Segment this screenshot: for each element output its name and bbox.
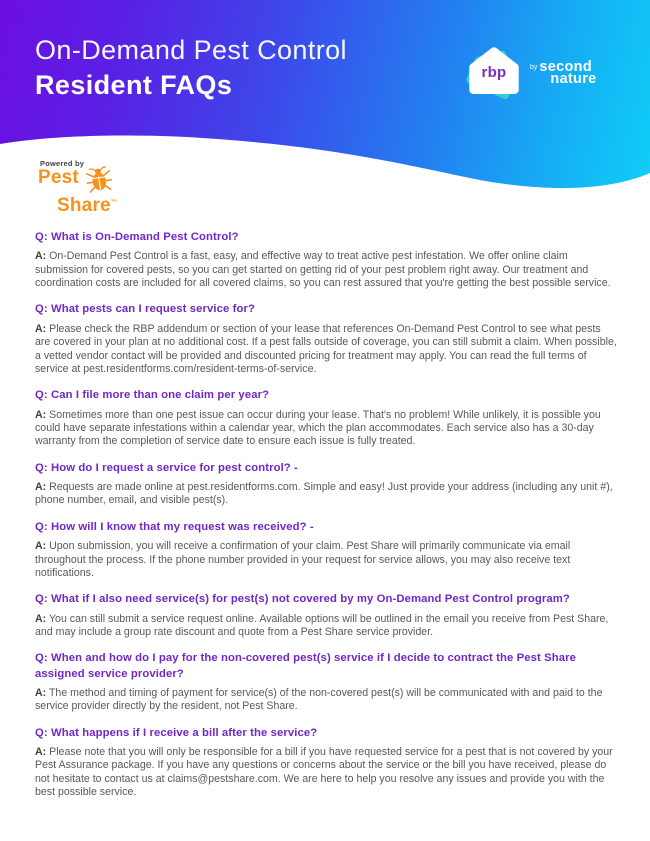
faq-answer bbox=[35, 687, 617, 714]
faq-item bbox=[35, 520, 617, 580]
page-title: On-Demand Pest Control bbox=[35, 35, 347, 65]
rbp-logo-text: rbp bbox=[481, 64, 507, 81]
faq-question bbox=[35, 520, 617, 535]
beetle-icon bbox=[84, 163, 114, 195]
q-prefix: Q: bbox=[35, 461, 48, 474]
q-prefix: Q: bbox=[35, 726, 48, 739]
brand-word-second: second bbox=[539, 59, 592, 75]
answer-text: Please note that you will only be responsible for a bill if you have requested service for a pest that is not covered by your Pest Assurance package. If you have any questions or concerns about the service or the bill you have received, please do not hesitate to contact us at claims@pestshare.com. We are here to help you resolve any issues and provide you with the best possible service. bbox=[35, 745, 613, 799]
q-prefix: Q: bbox=[35, 389, 48, 402]
faq-answer bbox=[35, 323, 617, 377]
a-prefix: A: bbox=[35, 481, 47, 494]
question-text: How do I request a service for pest control? - bbox=[51, 461, 298, 474]
answer-text: The method and timing of payment for service(s) of the non-covered pest(s) will be communicated with and paid to the service provider directly by the resident, not Pest Share. bbox=[35, 686, 603, 713]
a-prefix: A: bbox=[35, 686, 47, 699]
share-wordmark: Share bbox=[57, 195, 111, 216]
faq-question bbox=[35, 388, 617, 403]
answer-text: Requests are made online at pest.residentforms.com. Simple and easy! Just provide your address (including any unit #), phone number, email, and visible pest(s). bbox=[35, 481, 613, 507]
trademark-symbol: ™ bbox=[110, 199, 118, 206]
faq-answer bbox=[35, 746, 617, 800]
q-prefix: Q: bbox=[35, 593, 48, 606]
pest-wordmark: Pest bbox=[38, 167, 79, 188]
page-subtitle: Resident FAQs bbox=[35, 70, 233, 101]
faq-item bbox=[35, 388, 617, 448]
faq-item bbox=[35, 461, 617, 508]
answer-text: Sometimes more than one pest issue can occur during your lease. That's no problem! While unlikely, it is possible you could have separate infestations within a calendar year, which the plan accommodates. Each service also has a 30-day warranty from the completion of service date to ensure each issue is fully treated. bbox=[35, 408, 601, 448]
second-nature-lines bbox=[539, 61, 596, 85]
faq-answer bbox=[35, 613, 617, 640]
answer-text: You can still submit a service request online. Available options will be outlined in the email you receive from Pest Share, and may include a group rate discount and quote from a Pest Share service provider. bbox=[35, 612, 609, 638]
answer-text: Upon submission, you will receive a confirmation of your claim. Pest Share will primarily communicate via email throughout the process. If the phone number provided in your request for service allows, you may also receive text notifications. bbox=[35, 540, 571, 579]
question-text: What pests can I request service for? bbox=[51, 303, 255, 316]
faq-question bbox=[35, 726, 617, 741]
question-text: What if I also need service(s) for pest(s) not covered by my On-Demand Pest Control program? bbox=[51, 593, 570, 606]
q-prefix: Q: bbox=[35, 231, 48, 243]
a-prefix: A: bbox=[35, 250, 47, 263]
answer-text: Please check the RBP addendum or section of your lease that references On-Demand Pest Control to see what pests are covered in your plan at no additional cost. If a pest falls outside of coverage, you can still submit a claim. When possible, a vetted vendor contact will be provided and discounted pricing for treatment may apply. You can read the full terms of service at pest.residentforms.com/resident-terms-of-service. bbox=[35, 322, 617, 375]
faq-question bbox=[35, 651, 617, 682]
a-prefix: A: bbox=[35, 540, 47, 553]
question-text: When and how do I pay for the non-covered pest(s) service if I decide to contract the Pest Share assigned service provider? bbox=[35, 652, 576, 680]
a-prefix: A: bbox=[35, 408, 47, 421]
faq-answer bbox=[35, 250, 617, 290]
faq-item bbox=[35, 230, 617, 290]
question-text: How will I know that my request was received? - bbox=[51, 520, 314, 533]
pest-share-logo bbox=[38, 159, 118, 216]
a-prefix: A: bbox=[35, 322, 47, 335]
faq-answer bbox=[35, 409, 617, 449]
answer-text: On-Demand Pest Control is a fast, easy, and effective way to treat active pest infestation. We offer online claim submission for covered pests, so you can get started on getting rid of your pest problem right away. Our treatment and coordination costs are included for all covered claims, so you can rest assured that you're getting the best possible service. bbox=[35, 250, 611, 290]
faq-item bbox=[35, 726, 617, 800]
faq-answer bbox=[35, 481, 617, 508]
share-wordmark-row bbox=[57, 195, 118, 216]
a-prefix: A: bbox=[35, 612, 47, 625]
faq-answer bbox=[35, 540, 617, 580]
faq-item bbox=[35, 592, 617, 639]
rbp-logo-icon bbox=[466, 45, 522, 101]
question-text: What happens if I receive a bill after the service? bbox=[51, 726, 318, 739]
question-text: Can I file more than one claim per year? bbox=[51, 389, 270, 402]
faq-item bbox=[35, 651, 617, 713]
a-prefix: A: bbox=[35, 745, 47, 758]
faq-question bbox=[35, 461, 617, 476]
q-prefix: Q: bbox=[35, 520, 48, 533]
header-titles bbox=[35, 34, 347, 102]
brand-word-nature: nature bbox=[550, 71, 597, 87]
faq-question bbox=[35, 592, 617, 607]
by-label: by bbox=[530, 64, 538, 71]
faq-question bbox=[35, 302, 617, 317]
faq-question bbox=[35, 230, 617, 245]
pest-share-row bbox=[38, 169, 118, 195]
faq-list bbox=[35, 230, 617, 812]
question-text: What is On-Demand Pest Control? bbox=[51, 231, 239, 243]
faq-item bbox=[35, 302, 617, 376]
powered-by-label: Powered by bbox=[40, 159, 85, 168]
q-prefix: Q: bbox=[35, 652, 48, 665]
rbp-second-nature-logo bbox=[466, 45, 597, 101]
second-nature-wordmark bbox=[530, 61, 597, 85]
q-prefix: Q: bbox=[35, 303, 48, 316]
